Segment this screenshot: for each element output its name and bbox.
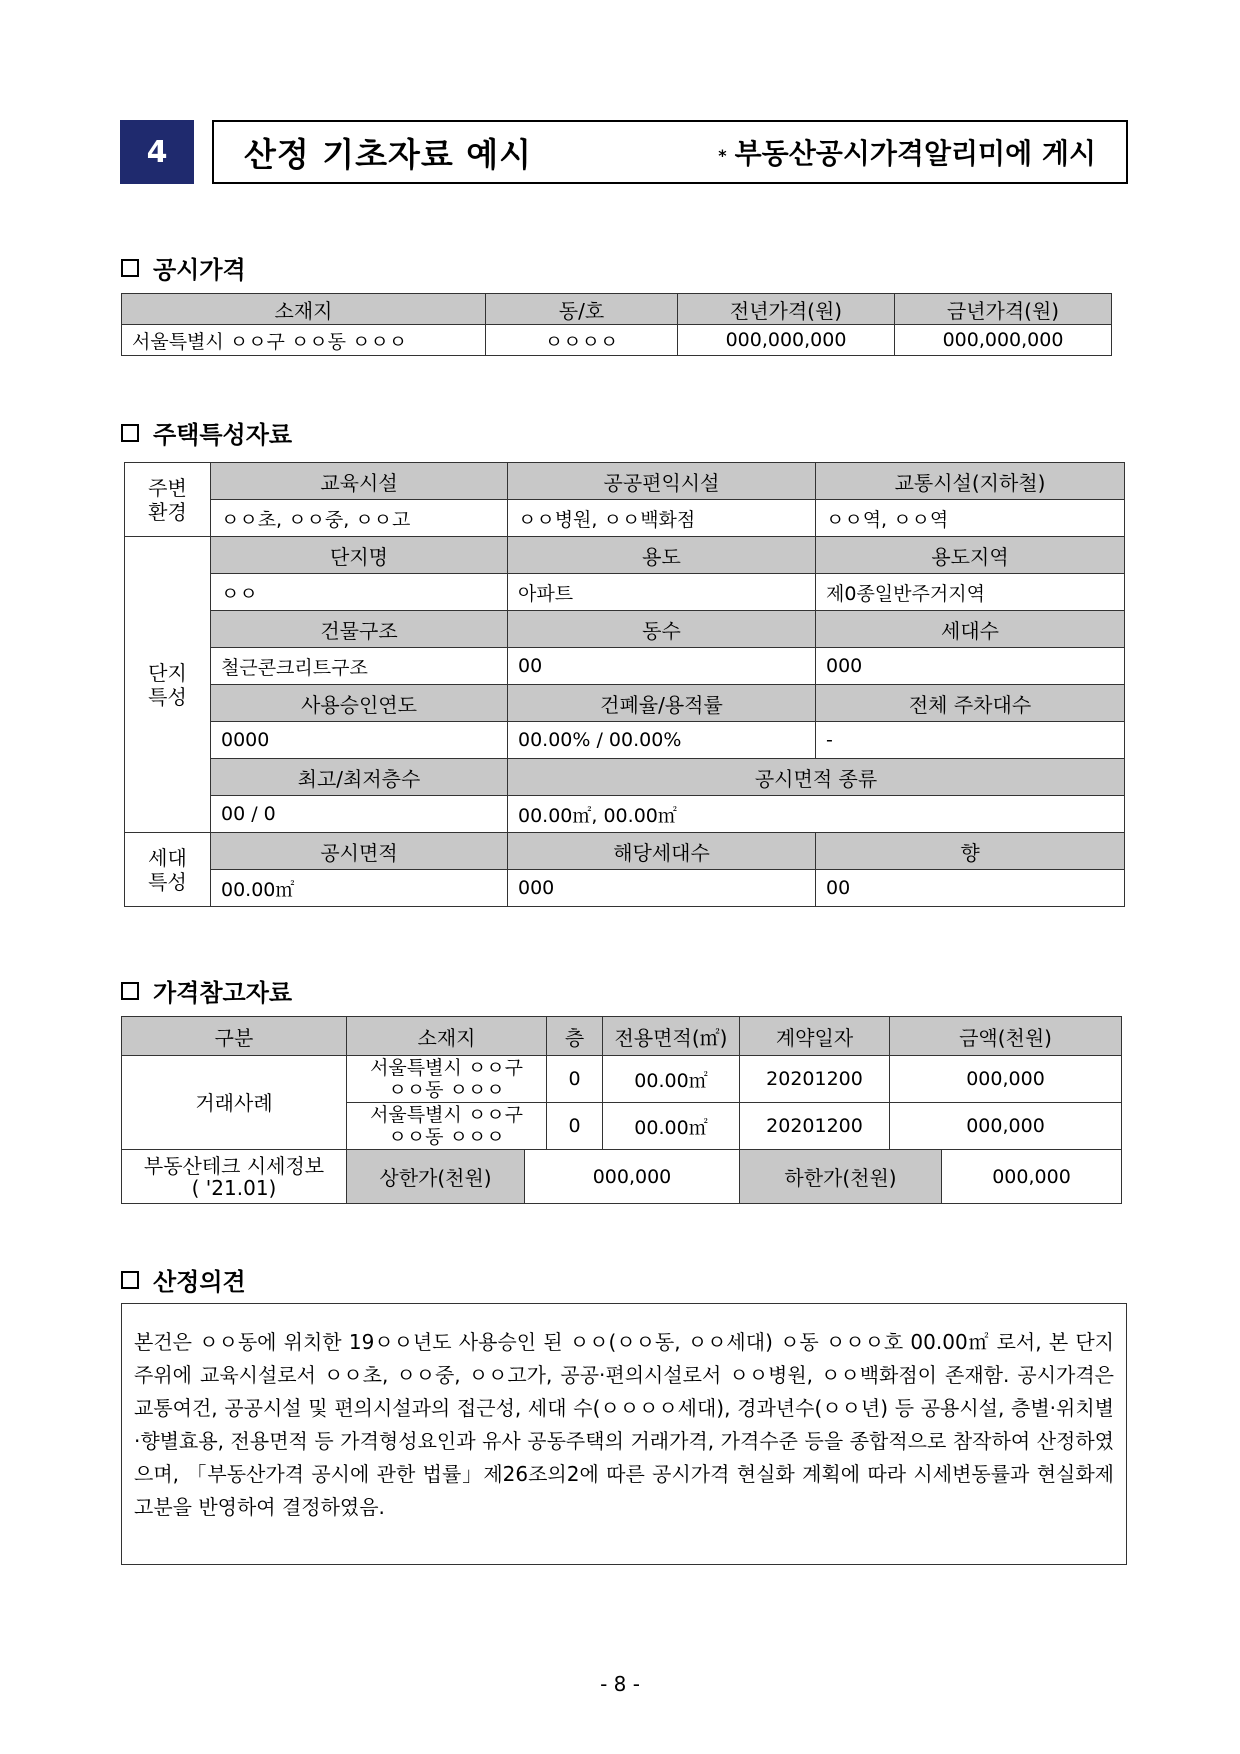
table-cell: 00.00% / 00.00% [508,722,816,759]
price-reference-table [121,1016,1122,1204]
section-number-badge: 4 [120,120,194,184]
table-cell: 000,000 [890,1056,1122,1103]
table-header-cell: 최고/최저층수 [211,759,508,796]
table-row [125,796,1125,833]
section-heading-opinion: 산정의견 [121,1262,246,1297]
table-row [125,870,1125,907]
table-header-cell: 금년가격(원) [895,294,1112,325]
table-cell: 서울특별시 ㅇㅇ구 ㅇㅇ동 ㅇㅇㅇ [347,1056,547,1103]
table-header-cell: 용도지역 [816,537,1125,574]
trade-case-label: 거래사례 [122,1056,347,1150]
section-heading-price: 공시가격 [121,250,246,285]
table-header-cell: 세대수 [816,611,1125,648]
table-cell: 000,000,000 [678,325,895,356]
table-cell: ㅇㅇㅇㅇ [486,325,678,356]
table-header-cell: 금액(천원) [890,1017,1122,1056]
group-label-unit: 세대 특성 [125,833,211,907]
table-cell: ㅇㅇ [211,574,508,611]
table-cell: 제0종일반주거지역 [816,574,1125,611]
table-row [125,648,1125,685]
table-header-cell: 층 [547,1017,603,1056]
upper-price-value: 000,000 [525,1150,740,1204]
lower-price-value: 000,000 [942,1150,1122,1204]
table-cell: 00 / 0 [211,796,508,833]
table-header-cell: 소재지 [122,294,486,325]
table-header-cell: 건물구조 [211,611,508,648]
table-header-cell: 공공편익시설 [508,463,816,500]
table-cell: 0 [547,1056,603,1103]
table-header-cell: 해당세대수 [508,833,816,870]
table-header-cell: 단지명 [211,537,508,574]
section-heading-reference: 가격참고자료 [121,973,292,1008]
posting-note: * 부동산공시가격알리미에 게시 [718,137,1096,170]
checkbox-square-icon [121,259,139,277]
section-heading-housing: 주택특성자료 [121,415,292,450]
official-price-table [121,293,1112,356]
table-header-cell: 향 [816,833,1125,870]
table-cell: 00 [816,870,1125,907]
table-cell: 00.00㎡ [211,870,508,907]
table-cell: 000 [508,870,816,907]
checkbox-square-icon [121,982,139,1000]
table-cell: 철근콘크리트구조 [211,648,508,685]
table-cell: 서울특별시 ㅇㅇ구 ㅇㅇ동 ㅇㅇㅇ [122,325,486,356]
table-cell: 아파트 [508,574,816,611]
table-header-cell: 동/호 [486,294,678,325]
table-header-cell: 공시면적 [211,833,508,870]
table-cell: 0 [547,1103,603,1150]
section-title-box [212,120,1128,184]
page-title: 산정 기초자료 예시 [244,134,533,174]
table-header-cell: 건폐율/용적률 [508,685,816,722]
table-row [122,1150,1122,1204]
page-number: - 8 - [600,1672,640,1696]
table-cell: 000,000,000 [895,325,1112,356]
table-header-row [122,294,1112,325]
table-cell: 00 [508,648,816,685]
table-cell: ㅇㅇ초, ㅇㅇ중, ㅇㅇ고 [211,500,508,537]
group-label-environment: 주변 환경 [125,463,211,537]
table-cell: 000 [816,648,1125,685]
table-cell: 000,000 [890,1103,1122,1150]
opinion-text-box: 본건은 ㅇㅇ동에 위치한 19ㅇㅇ년도 사용승인 된 ㅇㅇ(ㅇㅇ동, ㅇㅇ세대) ㅇ동 ㅇㅇㅇ호 00.00㎡ 로서, 본 단지 주위에 교육시설로서 ㅇㅇ초, ㅇㅇ중, ㅇㅇ고가, 공공·편의시설로서 ㅇㅇ병원, ㅇㅇ백화점이 존재함. 공시가격은 교통여건, 공공시설 및 편의시설과의 접근성, 세대 수(ㅇㅇㅇㅇ세대), 경과년수(ㅇㅇ년) 등 공용시설, 층별·위치별·향별효용, 전용면적 등 가격형성요인과 유사 공동주택의 거래가격, 가격수준 등을 종합적으로 참작하여 산정하였으며, 「부동산가격 공시에 관한 법률」제26조의2에 따른 공시가격 현실화 계획에 따라 시세변동률과 현실화제고분을 반영하여 결정하였음. [121,1303,1127,1565]
table-cell: 00.00㎡ [603,1103,740,1150]
table-header-cell: 공시면적 종류 [508,759,1125,796]
table-cell: 0000 [211,722,508,759]
table-header-cell: 계약일자 [740,1017,890,1056]
table-header-cell: 사용승인연도 [211,685,508,722]
upper-price-label: 상한가(천원) [347,1150,525,1204]
table-header-cell: 전용면적(㎡) [603,1017,740,1056]
table-row [125,500,1125,537]
table-header-cell: 동수 [508,611,816,648]
checkbox-square-icon [121,1271,139,1289]
lower-price-label: 하한가(천원) [740,1150,942,1204]
market-info-label: 부동산테크 시세정보 ( '21.01) [122,1150,347,1204]
group-label-complex: 단지 특성 [125,537,211,833]
table-row [125,574,1125,611]
table-header-cell: 용도 [508,537,816,574]
table-header-cell: 교통시설(지하철) [816,463,1125,500]
table-cell: ㅇㅇ병원, ㅇㅇ백화점 [508,500,816,537]
table-header-cell: 구분 [122,1017,347,1056]
table-header-cell: 전체 주차대수 [816,685,1125,722]
table-row [122,325,1112,356]
table-row [122,1056,1122,1103]
table-cell: 20201200 [740,1056,890,1103]
table-row [125,722,1125,759]
table-cell: 20201200 [740,1103,890,1150]
housing-characteristics-table [124,462,1125,907]
table-cell: 00.00㎡ [603,1056,740,1103]
table-cell: ㅇㅇ역, ㅇㅇ역 [816,500,1125,537]
table-cell: 00.00㎡, 00.00㎡ [508,796,1125,833]
table-header-cell: 교육시설 [211,463,508,500]
table-header-cell: 소재지 [347,1017,547,1056]
checkbox-square-icon [121,424,139,442]
table-cell: - [816,722,1125,759]
table-header-cell: 전년가격(원) [678,294,895,325]
table-cell: 서울특별시 ㅇㅇ구 ㅇㅇ동 ㅇㅇㅇ [347,1103,547,1150]
star-icon: * [718,145,727,165]
